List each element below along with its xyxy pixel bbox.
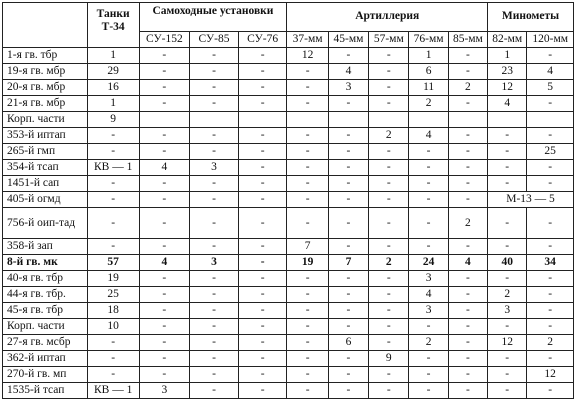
header-artillery: Артиллерия (287, 3, 488, 32)
value-cell: - (238, 319, 287, 335)
table-row (3, 160, 574, 176)
value-cell: - (287, 192, 328, 208)
value-cell: - (409, 160, 448, 176)
column-header: 120-мм (527, 32, 574, 48)
value-cell: - (448, 335, 487, 351)
value-cell: - (328, 239, 368, 255)
table-row (3, 335, 574, 351)
value-cell: - (190, 48, 239, 64)
value-cell (488, 112, 527, 128)
value-cell: - (369, 335, 409, 351)
table-row (3, 255, 574, 271)
value-cell: - (369, 80, 409, 96)
value-cell: - (448, 287, 487, 303)
table-row (3, 367, 574, 383)
unit-name: 1535-й тсап (3, 383, 88, 399)
value-cell: - (369, 239, 409, 255)
value-cell: - (139, 128, 190, 144)
value-cell: - (87, 128, 139, 144)
value-cell: 3 (190, 160, 239, 176)
value-cell: - (488, 319, 527, 335)
value-cell: - (190, 335, 239, 351)
table-row (3, 271, 574, 287)
unit-name: 27-я гв. мсбр (3, 335, 88, 351)
table-row (3, 112, 574, 128)
value-cell: - (409, 192, 448, 208)
value-cell: - (238, 144, 287, 160)
value-cell: - (369, 144, 409, 160)
value-cell: - (190, 367, 239, 383)
value-cell (527, 112, 574, 128)
value-cell: 16 (87, 80, 139, 96)
value-cell: 3 (139, 383, 190, 399)
value-cell: 9 (87, 112, 139, 128)
value-cell: - (238, 351, 287, 367)
value-cell: - (139, 80, 190, 96)
value-cell: 2 (527, 335, 574, 351)
value-cell: - (448, 176, 487, 192)
value-cell: 10 (87, 319, 139, 335)
table-body (3, 48, 574, 399)
value-cell: - (488, 144, 527, 160)
value-cell: - (287, 335, 328, 351)
value-cell: - (488, 128, 527, 144)
value-cell: - (87, 335, 139, 351)
table-row (3, 48, 574, 64)
value-cell: - (287, 176, 328, 192)
value-cell: 6 (328, 335, 368, 351)
value-cell: - (409, 208, 448, 239)
value-cell: - (190, 239, 239, 255)
table-row (3, 303, 574, 319)
value-cell: - (238, 192, 287, 208)
value-cell: - (328, 160, 368, 176)
column-header: 85-мм (448, 32, 487, 48)
value-cell: - (287, 80, 328, 96)
value-cell: - (448, 351, 487, 367)
value-cell: - (369, 287, 409, 303)
value-cell: 2 (409, 335, 448, 351)
header-mortars: Минометы (488, 3, 574, 32)
value-cell: 3 (409, 271, 448, 287)
value-cell: - (328, 176, 368, 192)
merged-value-cell: М-13 — 5 (488, 192, 574, 208)
value-cell (238, 112, 287, 128)
unit-name: 44-я гв. тбр. (3, 287, 88, 303)
value-cell: - (238, 383, 287, 399)
value-cell: - (328, 128, 368, 144)
value-cell: 4 (448, 255, 487, 271)
value-cell: 1 (87, 48, 139, 64)
value-cell: - (488, 176, 527, 192)
value-cell: - (527, 351, 574, 367)
table-row (3, 351, 574, 367)
unit-name: Корп. части (3, 319, 88, 335)
column-header: 82-мм (488, 32, 527, 48)
value-cell: 2 (488, 287, 527, 303)
value-cell: - (139, 351, 190, 367)
value-cell: - (409, 383, 448, 399)
value-cell: - (238, 239, 287, 255)
value-cell: - (139, 271, 190, 287)
value-cell: - (328, 319, 368, 335)
value-cell: - (409, 239, 448, 255)
value-cell: 18 (87, 303, 139, 319)
value-cell: 5 (527, 80, 574, 96)
value-cell: 4 (328, 64, 368, 80)
value-cell: КВ — 1 (87, 383, 139, 399)
value-cell: - (369, 383, 409, 399)
value-cell: - (238, 335, 287, 351)
value-cell: - (328, 208, 368, 239)
value-cell: 1 (409, 48, 448, 64)
value-cell: - (190, 287, 239, 303)
value-cell: 57 (87, 255, 139, 271)
value-cell: - (139, 239, 190, 255)
unit-name: 20-я гв. мбр (3, 80, 88, 96)
unit-name: 362-й иптап (3, 351, 88, 367)
value-cell: - (369, 319, 409, 335)
value-cell: 40 (488, 255, 527, 271)
value-cell: - (190, 144, 239, 160)
value-cell: - (87, 176, 139, 192)
value-cell: - (139, 96, 190, 112)
value-cell: - (488, 367, 527, 383)
value-cell: 3 (488, 303, 527, 319)
value-cell: 3 (409, 303, 448, 319)
value-cell: - (527, 383, 574, 399)
value-cell: - (409, 367, 448, 383)
value-cell: 4 (139, 160, 190, 176)
value-cell: - (448, 160, 487, 176)
value-cell (287, 112, 328, 128)
value-cell: - (139, 367, 190, 383)
column-header: 45-мм (328, 32, 368, 48)
value-cell: - (139, 64, 190, 80)
value-cell: - (369, 160, 409, 176)
value-cell (409, 112, 448, 128)
value-cell: - (409, 351, 448, 367)
unit-name: 8-й гв. мк (3, 255, 88, 271)
table-row (3, 287, 574, 303)
value-cell: 12 (287, 48, 328, 64)
value-cell: - (448, 128, 487, 144)
value-cell: 1 (488, 48, 527, 64)
value-cell: - (238, 287, 287, 303)
value-cell: - (287, 383, 328, 399)
table-row (3, 64, 574, 80)
value-cell: - (238, 303, 287, 319)
column-header: СУ-76 (238, 32, 287, 48)
value-cell: - (190, 192, 239, 208)
value-cell: - (190, 80, 239, 96)
value-cell: - (87, 144, 139, 160)
value-cell: - (369, 176, 409, 192)
value-cell: - (139, 192, 190, 208)
value-cell: - (238, 208, 287, 239)
value-cell: - (87, 351, 139, 367)
unit-name: 1-я гв. тбр (3, 48, 88, 64)
value-cell: - (328, 96, 368, 112)
value-cell: - (87, 239, 139, 255)
value-cell: - (527, 319, 574, 335)
value-cell: - (190, 96, 239, 112)
value-cell: - (238, 80, 287, 96)
value-cell: - (238, 160, 287, 176)
value-cell: 25 (87, 287, 139, 303)
value-cell: - (238, 271, 287, 287)
value-cell: - (448, 319, 487, 335)
value-cell: - (139, 287, 190, 303)
unit-name: 353-й иптап (3, 128, 88, 144)
value-cell: - (527, 176, 574, 192)
value-cell: - (190, 176, 239, 192)
value-cell: 1 (87, 96, 139, 112)
table-row (3, 128, 574, 144)
value-cell: - (527, 128, 574, 144)
value-cell: - (488, 160, 527, 176)
value-cell: - (328, 287, 368, 303)
value-cell: - (238, 48, 287, 64)
value-cell: - (190, 303, 239, 319)
unit-name: 19-я гв. мбр (3, 64, 88, 80)
unit-name: 354-й тсап (3, 160, 88, 176)
value-cell: 12 (488, 80, 527, 96)
value-cell: - (527, 160, 574, 176)
value-cell: - (190, 208, 239, 239)
value-cell: - (139, 319, 190, 335)
value-cell: - (287, 160, 328, 176)
value-cell: 7 (287, 239, 328, 255)
value-cell: - (328, 271, 368, 287)
column-header: 37-мм (287, 32, 328, 48)
value-cell: 4 (139, 255, 190, 271)
value-cell: - (369, 367, 409, 383)
value-cell: 2 (369, 128, 409, 144)
value-cell: 4 (409, 287, 448, 303)
value-cell: 4 (488, 96, 527, 112)
value-cell: 2 (448, 208, 487, 239)
value-cell: - (287, 319, 328, 335)
value-cell: - (328, 192, 368, 208)
value-cell: - (287, 144, 328, 160)
value-cell: - (527, 271, 574, 287)
value-cell: - (448, 383, 487, 399)
table-row (3, 319, 574, 335)
value-cell: 12 (488, 335, 527, 351)
value-cell: - (87, 192, 139, 208)
value-cell: - (87, 208, 139, 239)
header-self-propelled: Самоходные установки (139, 3, 287, 32)
value-cell: - (139, 48, 190, 64)
value-cell: - (139, 303, 190, 319)
value-cell: - (369, 303, 409, 319)
value-cell: - (287, 271, 328, 287)
value-cell: - (190, 351, 239, 367)
value-cell: - (527, 96, 574, 112)
value-cell: 24 (409, 255, 448, 271)
value-cell: - (238, 367, 287, 383)
value-cell: - (448, 96, 487, 112)
value-cell: - (527, 48, 574, 64)
value-cell: 3 (328, 80, 368, 96)
value-cell: - (190, 319, 239, 335)
value-cell: - (488, 351, 527, 367)
value-cell: 2 (448, 80, 487, 96)
value-cell: - (328, 303, 368, 319)
table-row (3, 96, 574, 112)
value-cell: - (287, 303, 328, 319)
value-cell: - (287, 367, 328, 383)
unit-name: 45-я гв. тбр (3, 303, 88, 319)
unit-name: 270-й гв. мп (3, 367, 88, 383)
value-cell: - (369, 64, 409, 80)
value-cell: - (238, 128, 287, 144)
value-cell: - (328, 48, 368, 64)
value-cell: - (527, 287, 574, 303)
value-cell: 23 (488, 64, 527, 80)
value-cell: - (448, 239, 487, 255)
value-cell: - (238, 64, 287, 80)
value-cell: - (448, 64, 487, 80)
value-cell: 34 (527, 255, 574, 271)
unit-header-corner (3, 3, 88, 48)
value-cell: - (409, 144, 448, 160)
value-cell: - (139, 144, 190, 160)
value-cell: - (287, 351, 328, 367)
value-cell: 19 (287, 255, 328, 271)
value-cell: - (527, 303, 574, 319)
value-cell: 9 (369, 351, 409, 367)
table-row (3, 80, 574, 96)
value-cell: - (448, 367, 487, 383)
value-cell (448, 112, 487, 128)
value-cell: 2 (409, 96, 448, 112)
value-cell: 19 (87, 271, 139, 287)
value-cell: - (369, 48, 409, 64)
unit-name: 756-й оип-тад (3, 208, 88, 239)
unit-name: 358-й зап (3, 239, 88, 255)
value-cell: - (87, 367, 139, 383)
value-cell: - (238, 255, 287, 271)
column-header: СУ-152 (139, 32, 190, 48)
unit-name: 1451-й сап (3, 176, 88, 192)
table-row (3, 239, 574, 255)
table-row (3, 144, 574, 160)
value-cell: - (190, 271, 239, 287)
value-cell: - (448, 48, 487, 64)
value-cell: - (238, 96, 287, 112)
value-cell: - (287, 128, 328, 144)
value-cell: - (448, 144, 487, 160)
unit-name: 21-я гв. мбр (3, 96, 88, 112)
value-cell: - (287, 208, 328, 239)
unit-name: 40-я гв. тбр (3, 271, 88, 287)
value-cell (369, 112, 409, 128)
value-cell: 29 (87, 64, 139, 80)
value-cell: - (369, 96, 409, 112)
value-cell: 11 (409, 80, 448, 96)
value-cell: - (238, 176, 287, 192)
value-cell (139, 112, 190, 128)
value-cell: - (190, 64, 239, 80)
value-cell: - (328, 144, 368, 160)
value-cell (190, 112, 239, 128)
table-row (3, 208, 574, 239)
value-cell: - (328, 367, 368, 383)
value-cell: 4 (527, 64, 574, 80)
value-cell: - (488, 271, 527, 287)
value-cell: - (369, 208, 409, 239)
value-cell: - (139, 208, 190, 239)
value-cell: - (369, 192, 409, 208)
unit-name: Корп. части (3, 112, 88, 128)
value-cell: - (448, 303, 487, 319)
unit-name: 265-й гмп (3, 144, 88, 160)
value-cell: - (190, 383, 239, 399)
value-cell: - (139, 335, 190, 351)
value-cell: 6 (409, 64, 448, 80)
value-cell: - (409, 319, 448, 335)
value-cell: 25 (527, 144, 574, 160)
column-header: СУ-85 (190, 32, 239, 48)
value-cell: - (369, 271, 409, 287)
value-cell: 2 (369, 255, 409, 271)
value-cell: КВ — 1 (87, 160, 139, 176)
value-cell: - (190, 128, 239, 144)
value-cell: 7 (328, 255, 368, 271)
table-row (3, 383, 574, 399)
table-row (3, 176, 574, 192)
value-cell: - (488, 383, 527, 399)
column-header: 76-мм (409, 32, 448, 48)
value-cell: 12 (527, 367, 574, 383)
forces-table (2, 2, 574, 399)
value-cell: - (287, 287, 328, 303)
value-cell: - (488, 239, 527, 255)
value-cell: - (287, 96, 328, 112)
value-cell: - (527, 239, 574, 255)
value-cell: - (448, 192, 487, 208)
value-cell: - (488, 208, 527, 239)
value-cell: - (287, 64, 328, 80)
value-cell: - (139, 176, 190, 192)
value-cell: - (328, 351, 368, 367)
value-cell: - (448, 271, 487, 287)
column-header: 57-мм (369, 32, 409, 48)
table-row (3, 192, 574, 208)
value-cell (328, 112, 368, 128)
value-cell: - (527, 208, 574, 239)
value-cell: - (409, 176, 448, 192)
unit-name: 405-й огмд (3, 192, 88, 208)
value-cell: 3 (190, 255, 239, 271)
value-cell: 4 (409, 128, 448, 144)
value-cell: - (328, 383, 368, 399)
header-tanks: Танки Т-34 (87, 3, 139, 48)
